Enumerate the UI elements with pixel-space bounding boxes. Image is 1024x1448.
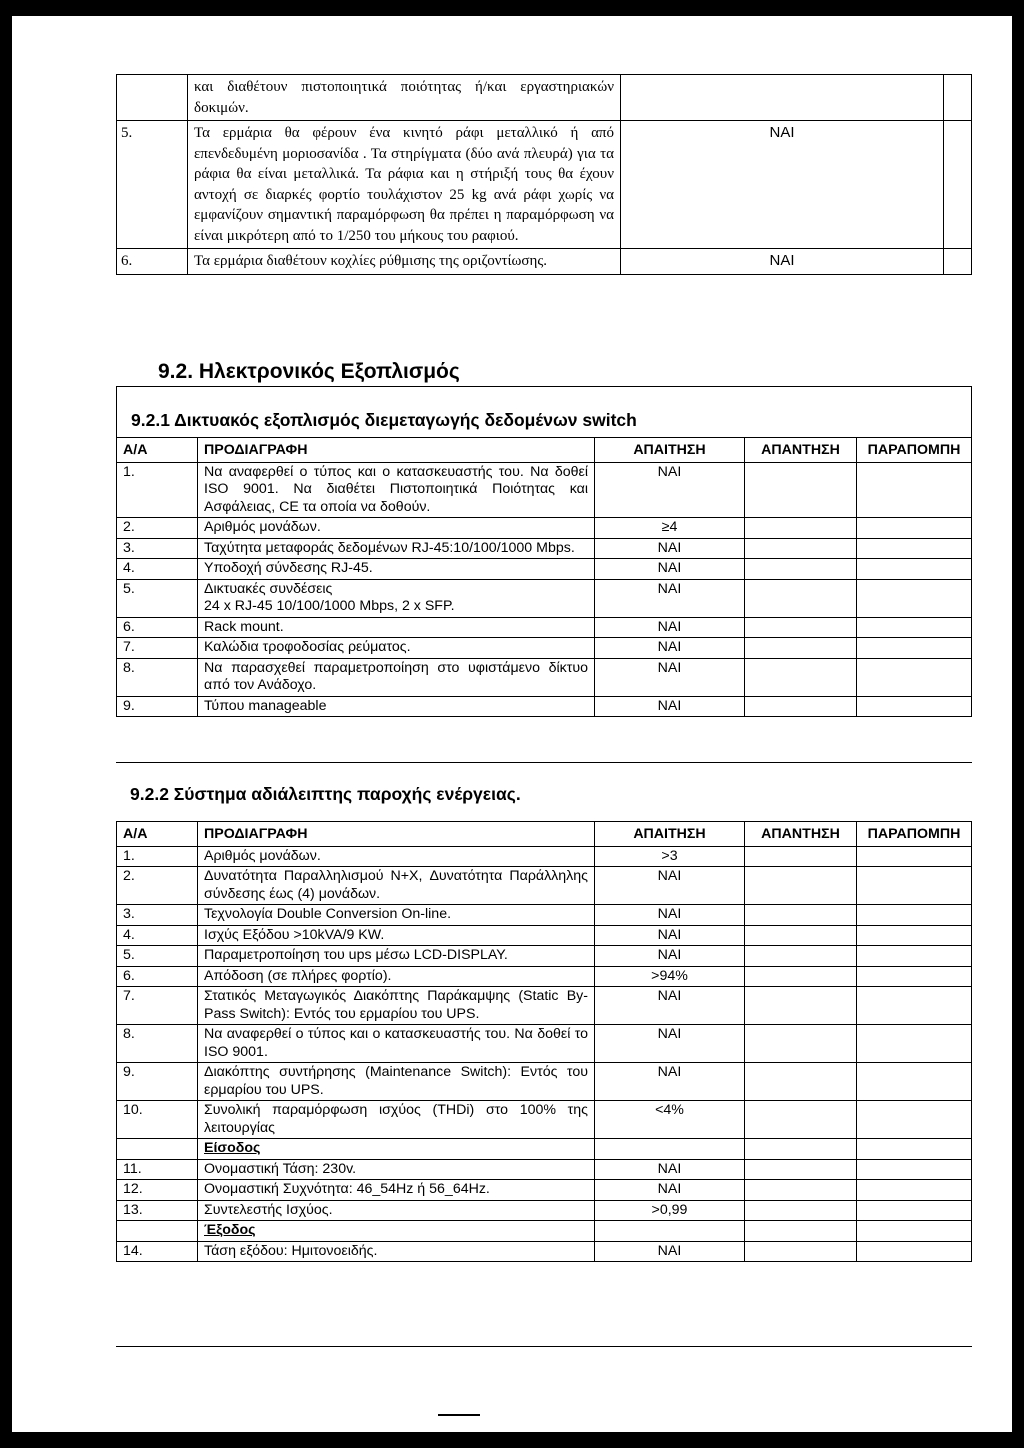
row-description: Έξοδος bbox=[198, 1221, 595, 1242]
row-requirement: <4% bbox=[595, 1101, 745, 1139]
row-requirement: ΝΑΙ bbox=[621, 249, 944, 275]
row-requirement: ΝΑΙ bbox=[621, 121, 944, 249]
table-header-row bbox=[117, 438, 972, 463]
row-reference bbox=[857, 696, 972, 717]
row-requirement: ΝΑΙ bbox=[595, 867, 745, 905]
ups-table-title: 9.2.2 Σύστημα αδιάλειπτης παροχής ενέργειας. bbox=[130, 784, 521, 804]
row-number: 6. bbox=[117, 249, 188, 275]
row-description: Δυνατότητα Παραλληλισμού N+X, Δυνατότητα Παράλληλης σύνδεσης έως (4) μονάδων. bbox=[198, 867, 595, 905]
row-description: Δικτυακές συνδέσεις 24 x RJ-45 10/100/1000 Mbps, 2 x SFP. bbox=[198, 579, 595, 617]
table-header-row bbox=[117, 822, 972, 847]
cabinet-spec-table bbox=[116, 74, 972, 275]
row-requirement bbox=[595, 1139, 745, 1160]
row-reference bbox=[857, 518, 972, 539]
row-requirement: ΝΑΙ bbox=[595, 987, 745, 1025]
table-row bbox=[117, 1159, 972, 1180]
row-number: 11. bbox=[117, 1159, 198, 1180]
table-row bbox=[117, 966, 972, 987]
row-description: Τεχνολογία Double Conversion On-line. bbox=[198, 905, 595, 926]
switch-spec-table bbox=[116, 437, 972, 717]
row-number: 9. bbox=[117, 1063, 198, 1101]
row-requirement: >0,99 bbox=[595, 1200, 745, 1221]
row-answer bbox=[745, 462, 857, 518]
row-number: 4. bbox=[117, 559, 198, 580]
table-row bbox=[117, 1101, 972, 1139]
row-answer bbox=[745, 1180, 857, 1201]
row-answer bbox=[745, 1159, 857, 1180]
ups-table-body bbox=[117, 846, 972, 1262]
row-reference bbox=[857, 946, 972, 967]
table-row bbox=[117, 617, 972, 638]
row-requirement: ΝΑΙ bbox=[595, 925, 745, 946]
row-answer bbox=[745, 696, 857, 717]
row-answer bbox=[745, 987, 857, 1025]
row-description: Να παρασχεθεί παραμετροποίηση στο υφιστάμενο δίκτυο από τον Ανάδοχο. bbox=[198, 658, 595, 696]
row-description: Διακόπτης συντήρησης (Maintenance Switch): Εντός του ερμαρίου του UPS. bbox=[198, 1063, 595, 1101]
row-description: Αριθμός μονάδων. bbox=[198, 518, 595, 539]
row-description: Ονομαστική Τάση: 230v. bbox=[198, 1159, 595, 1180]
ups-spec-table bbox=[116, 821, 972, 1262]
header-answer: ΑΠΑΝΤΗΣΗ bbox=[745, 438, 857, 463]
header-description: ΠΡΟΔΙΑΓΡΑΦΗ bbox=[198, 822, 595, 847]
row-reference bbox=[857, 1241, 972, 1262]
row-reference bbox=[857, 658, 972, 696]
header-reference: ΠΑΡΑΠΟΜΠΗ bbox=[857, 822, 972, 847]
table-row bbox=[117, 121, 972, 249]
row-answer bbox=[745, 1063, 857, 1101]
row-requirement: ΝΑΙ bbox=[595, 658, 745, 696]
row-answer bbox=[745, 846, 857, 867]
row-reference bbox=[857, 1221, 972, 1242]
row-number: 8. bbox=[117, 1025, 198, 1063]
document-page bbox=[12, 16, 1012, 1432]
row-reference bbox=[857, 1139, 972, 1160]
row-reference bbox=[857, 905, 972, 926]
row-requirement: ΝΑΙ bbox=[595, 1063, 745, 1101]
row-requirement bbox=[621, 75, 944, 121]
row-answer bbox=[745, 1221, 857, 1242]
row-number: 1. bbox=[117, 462, 198, 518]
table-row bbox=[117, 987, 972, 1025]
table-row bbox=[117, 638, 972, 659]
row-reference bbox=[857, 1200, 972, 1221]
row-reference bbox=[857, 617, 972, 638]
row-requirement: ΝΑΙ bbox=[595, 538, 745, 559]
switch-table-title: 9.2.1 Δικτυακός εξοπλισμός διεμεταγωγής δεδομένων switch bbox=[116, 386, 972, 437]
row-requirement bbox=[595, 1221, 745, 1242]
table-row bbox=[117, 1063, 972, 1101]
row-answer bbox=[745, 1101, 857, 1139]
row-answer bbox=[745, 1139, 857, 1160]
row-description: Απόδοση (σε πλήρες φορτίο). bbox=[198, 966, 595, 987]
table-row bbox=[117, 946, 972, 967]
row-description: Παραμετροποίηση του ups μέσω LCD-DISPLAY. bbox=[198, 946, 595, 967]
row-reference bbox=[857, 579, 972, 617]
table-row bbox=[117, 1200, 972, 1221]
header-requirement: ΑΠΑΙΤΗΣΗ bbox=[595, 822, 745, 847]
row-description: Καλώδια τροφοδοσίας ρεύματος. bbox=[198, 638, 595, 659]
table-row bbox=[117, 559, 972, 580]
row-reference bbox=[857, 1180, 972, 1201]
row-answer bbox=[745, 559, 857, 580]
row-requirement: ΝΑΙ bbox=[595, 1159, 745, 1180]
row-blank bbox=[944, 121, 972, 249]
footer-mark bbox=[438, 1414, 480, 1416]
row-number: 3. bbox=[117, 538, 198, 559]
row-number bbox=[117, 75, 188, 121]
row-answer bbox=[745, 518, 857, 539]
table-row bbox=[117, 579, 972, 617]
row-requirement: ΝΑΙ bbox=[595, 617, 745, 638]
row-description: Αριθμός μονάδων. bbox=[198, 846, 595, 867]
row-answer bbox=[745, 1200, 857, 1221]
table-row bbox=[117, 1241, 972, 1262]
row-requirement: ΝΑΙ bbox=[595, 946, 745, 967]
table-row bbox=[117, 249, 972, 275]
row-description: Τα ερμάρια θα φέρουν ένα κινητό ράφι μεταλλικό ή από επενδεδυμένη μοριοσανίδα . Τα στηρίγματα (δύο ανά πλευρά) για τα ράφια θα είναι μεταλλικά. Τα ράφια και η στήριξή τους θα έχουν αντοχή σε διαρκές φορτίο τουλάχιστον 25 kg ανά ράφι χωρίς να εμφανίζουν σημαντική παραμόρφωση θα πρέπει η παραμόρφωση να είναι μικρότερη από το 1/250 του μήκους του ραφιού. bbox=[188, 121, 621, 249]
row-description: Στατικός Μεταγωγικός Διακόπτης Παράκαμψης (Static By-Pass Switch): Εντός του ερμαρίου του UPS. bbox=[198, 987, 595, 1025]
row-answer bbox=[745, 538, 857, 559]
row-description: Τύπου manageable bbox=[198, 696, 595, 717]
row-description: Είσοδος bbox=[198, 1139, 595, 1160]
row-answer bbox=[745, 966, 857, 987]
row-blank bbox=[944, 75, 972, 121]
row-number: 7. bbox=[117, 638, 198, 659]
row-reference bbox=[857, 638, 972, 659]
row-requirement: ΝΑΙ bbox=[595, 696, 745, 717]
row-requirement: ΝΑΙ bbox=[595, 579, 745, 617]
row-answer bbox=[745, 925, 857, 946]
table-row bbox=[117, 867, 972, 905]
table-row bbox=[117, 1139, 972, 1160]
table-row bbox=[117, 1221, 972, 1242]
header-requirement: ΑΠΑΙΤΗΣΗ bbox=[595, 438, 745, 463]
row-number: 2. bbox=[117, 867, 198, 905]
row-reference bbox=[857, 559, 972, 580]
table-row bbox=[117, 1025, 972, 1063]
row-description: Τα ερμάρια διαθέτουν κοχλίες ρύθμισης της οριζοντίωσης. bbox=[188, 249, 621, 275]
header-reference: ΠΑΡΑΠΟΜΠΗ bbox=[857, 438, 972, 463]
table-row bbox=[117, 462, 972, 518]
row-description: Ονομαστική Συχνότητα: 46_54Hz ή 56_64Hz. bbox=[198, 1180, 595, 1201]
row-requirement: ≥4 bbox=[595, 518, 745, 539]
table-row bbox=[117, 696, 972, 717]
row-reference bbox=[857, 867, 972, 905]
row-number: 10. bbox=[117, 1101, 198, 1139]
row-number: 13. bbox=[117, 1200, 198, 1221]
row-reference bbox=[857, 538, 972, 559]
table-row bbox=[117, 75, 972, 121]
table-row bbox=[117, 905, 972, 926]
row-requirement: ΝΑΙ bbox=[595, 905, 745, 926]
row-number: 9. bbox=[117, 696, 198, 717]
row-answer bbox=[745, 617, 857, 638]
row-description: Συντελεστής Ισχύος. bbox=[198, 1200, 595, 1221]
switch-table-body bbox=[117, 462, 972, 717]
row-number: 7. bbox=[117, 987, 198, 1025]
switch-table-block bbox=[116, 386, 972, 717]
table-row bbox=[117, 1180, 972, 1201]
row-reference bbox=[857, 462, 972, 518]
row-reference bbox=[857, 966, 972, 987]
header-aa: Α/Α bbox=[117, 438, 198, 463]
row-description: Να αναφερθεί ο τύπος και ο κατασκευαστής του. Να δοθεί ISO 9001. Να διαθέτει Πιστοποιητικά Ποιότητας και Ασφάλειας, CE τα οποία να δοθούν. bbox=[198, 462, 595, 518]
header-answer: ΑΠΑΝΤΗΣΗ bbox=[745, 822, 857, 847]
row-answer bbox=[745, 867, 857, 905]
row-reference bbox=[857, 846, 972, 867]
header-description: ΠΡΟΔΙΑΓΡΑΦΗ bbox=[198, 438, 595, 463]
footer-line bbox=[116, 1346, 972, 1347]
row-answer bbox=[745, 638, 857, 659]
row-answer bbox=[745, 579, 857, 617]
section-divider bbox=[116, 762, 972, 763]
row-blank bbox=[944, 249, 972, 275]
row-number: 5. bbox=[117, 946, 198, 967]
row-description: και διαθέτουν πιστοποιητικά ποιότητας ή/και εργαστηριακών δοκιμών. bbox=[188, 75, 621, 121]
row-requirement: ΝΑΙ bbox=[595, 1025, 745, 1063]
row-answer bbox=[745, 658, 857, 696]
table-row bbox=[117, 658, 972, 696]
row-number: 5. bbox=[117, 579, 198, 617]
row-number: 12. bbox=[117, 1180, 198, 1201]
row-number: 4. bbox=[117, 925, 198, 946]
row-requirement: >94% bbox=[595, 966, 745, 987]
section-heading: 9.2. Ηλεκτρονικός Εξοπλισμός bbox=[158, 360, 460, 383]
ups-table-block bbox=[116, 778, 972, 1262]
row-number: 3. bbox=[117, 905, 198, 926]
row-number: 5. bbox=[117, 121, 188, 249]
row-reference bbox=[857, 1101, 972, 1139]
row-description: Να αναφερθεί ο τύπος και ο κατασκευαστής του. Να δοθεί το ISO 9001. bbox=[198, 1025, 595, 1063]
row-description: Συνολική παραμόρφωση ισχύος (THDi) στο 100% της λειτουργίας bbox=[198, 1101, 595, 1139]
row-number bbox=[117, 1221, 198, 1242]
row-requirement: >3 bbox=[595, 846, 745, 867]
table-row bbox=[117, 518, 972, 539]
row-requirement: ΝΑΙ bbox=[595, 462, 745, 518]
row-reference bbox=[857, 925, 972, 946]
row-number: 6. bbox=[117, 966, 198, 987]
row-requirement: ΝΑΙ bbox=[595, 1180, 745, 1201]
row-number bbox=[117, 1139, 198, 1160]
row-requirement: ΝΑΙ bbox=[595, 1241, 745, 1262]
row-description: Rack mount. bbox=[198, 617, 595, 638]
header-aa: Α/Α bbox=[117, 822, 198, 847]
row-reference bbox=[857, 1025, 972, 1063]
row-description: Υποδοχή σύνδεσης RJ-45. bbox=[198, 559, 595, 580]
row-answer bbox=[745, 946, 857, 967]
table-row bbox=[117, 538, 972, 559]
row-answer bbox=[745, 1241, 857, 1262]
row-number: 6. bbox=[117, 617, 198, 638]
row-reference bbox=[857, 1063, 972, 1101]
row-answer bbox=[745, 905, 857, 926]
row-description: Ταχύτητα μεταφοράς δεδομένων RJ-45:10/100/1000 Mbps. bbox=[198, 538, 595, 559]
row-requirement: ΝΑΙ bbox=[595, 559, 745, 580]
row-number: 2. bbox=[117, 518, 198, 539]
row-description: Τάση εξόδου: Ημιτονοειδής. bbox=[198, 1241, 595, 1262]
row-number: 1. bbox=[117, 846, 198, 867]
row-number: 8. bbox=[117, 658, 198, 696]
row-reference bbox=[857, 987, 972, 1025]
table-row bbox=[117, 925, 972, 946]
row-answer bbox=[745, 1025, 857, 1063]
row-description: Ισχύς Εξόδου >10kVA/9 KW. bbox=[198, 925, 595, 946]
row-requirement: ΝΑΙ bbox=[595, 638, 745, 659]
row-reference bbox=[857, 1159, 972, 1180]
table-row bbox=[117, 846, 972, 867]
row-number: 14. bbox=[117, 1241, 198, 1262]
